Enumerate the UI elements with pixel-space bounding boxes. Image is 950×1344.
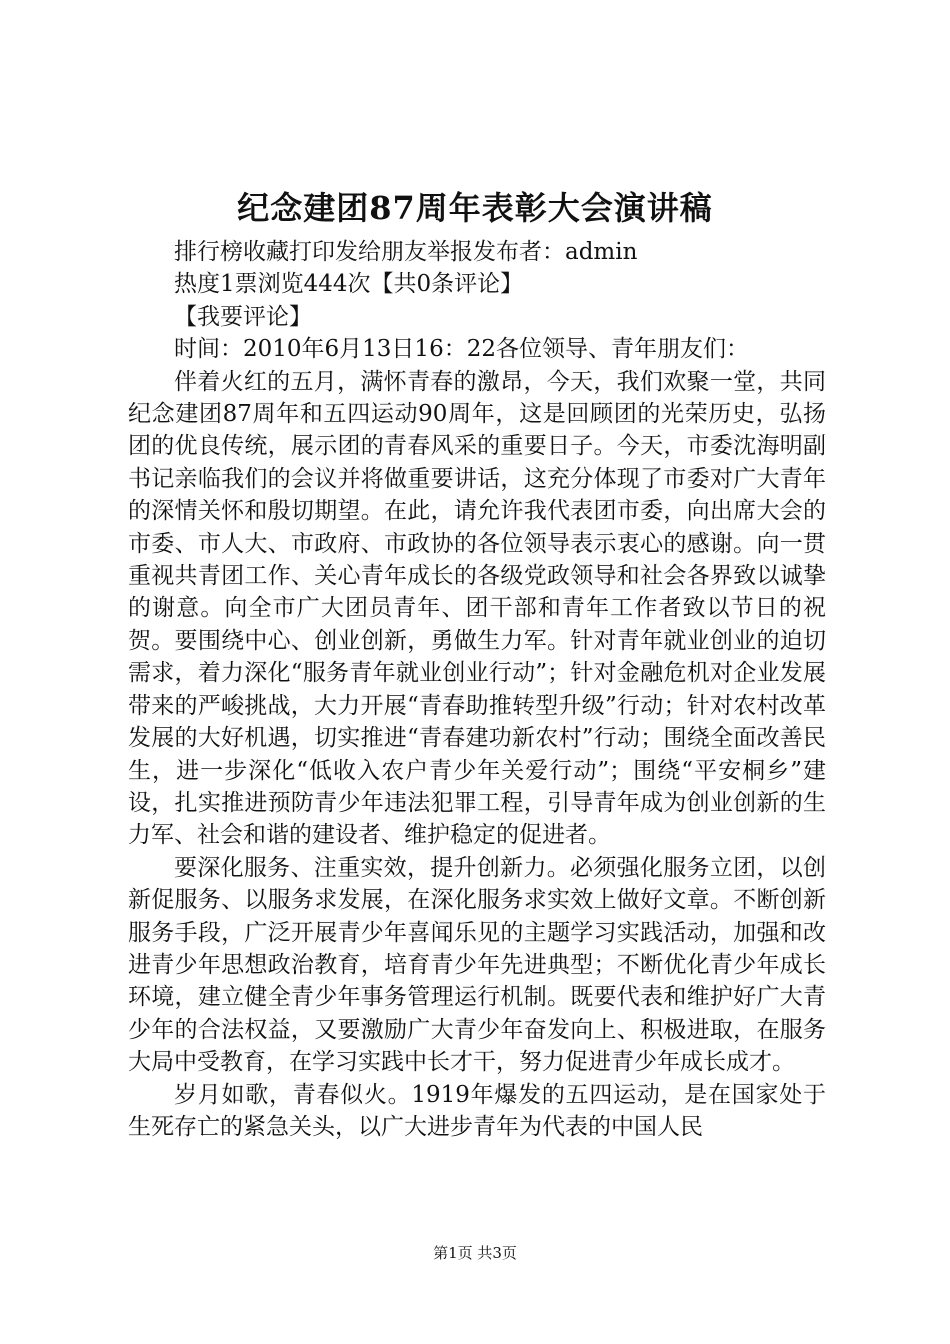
- paragraph: 伴着火红的五月，满怀青春的激昂，今天，我们欢聚一堂，共同纪念建团87周年和五四运动90周年，这是回顾团的光荣历史，弘扬团的优良传统，展示团的青春风采的重要日子。今天，市委沈海明副书记亲临我们的会议并将做重要讲话，这充分体现了市委对广大青年的深情关怀和殷切期望。在此，请允许我代表团市委，向出席大会的市委、市人大、市政府、市政协的各位领导表示衷心的感谢。向一贯重视共青团工作、关心青年成长的各级党政领导和社会各界致以诚挚的谢意。向全市广大团员青年、团干部和青年工作者致以节日的祝贺。要围绕中心、创业创新，勇做生力军。针对青年就业创业的迫切需求，着力深化“服务青年就业创业行动”；针对金融危机对企业发展带来的严峻挑战，大力开展“青春助推转型升级”行动；针对农村改革发展的大好机遇，切实推进“青春建功新农村”行动；围绕全面改善民生，进一步深化“低收入农户青少年关爱行动”；围绕“平安桐乡”建设，扎实推进预防青少年违法犯罪工程，引导青年成为创业创新的生力军、社会和谐的建设者、维护稳定的促进者。: [128, 368, 826, 849]
- meta-line-comment-link: 【我要评论】: [174, 303, 312, 330]
- paragraph: 岁月如歌，青春似火。1919年爆发的五四运动，是在国家处于生死存亡的紧急关头，以广大进步青年为代表的中国人民: [128, 1081, 826, 1140]
- meta-line-stats: 热度1票浏览444次【共0条评论】: [174, 271, 524, 298]
- document-title: 纪念建团87周年表彰大会演讲稿: [237, 189, 713, 227]
- meta-line-time-salutation: 时间：2010年6月13日16：22各位领导、青年朋友们：: [174, 336, 749, 363]
- meta-line-publisher: 排行榜收藏打印发给朋友举报发布者：admin: [174, 239, 638, 265]
- page-number-footer: 第1页 共3页: [433, 1244, 517, 1262]
- paragraph: 要深化服务、注重实效，提升创新力。必须强化服务立团，以创新促服务、以服务求发展，在深化服务求实效上做好文章。不断创新服务手段，广泛开展青少年喜闻乐见的主题学习实践活动，加强和改进青少年思想政治教育，培育青少年先进典型；不断优化青少年成长环境，建立健全青少年事务管理运行机制。既要代表和维护好广大青少年的合法权益，又要激励广大青少年奋发向上、积极进取，在服务大局中受教育，在学习实践中长才干，努力促进青少年成长成才。: [128, 854, 826, 1076]
- document-body: [128, 236, 826, 1143]
